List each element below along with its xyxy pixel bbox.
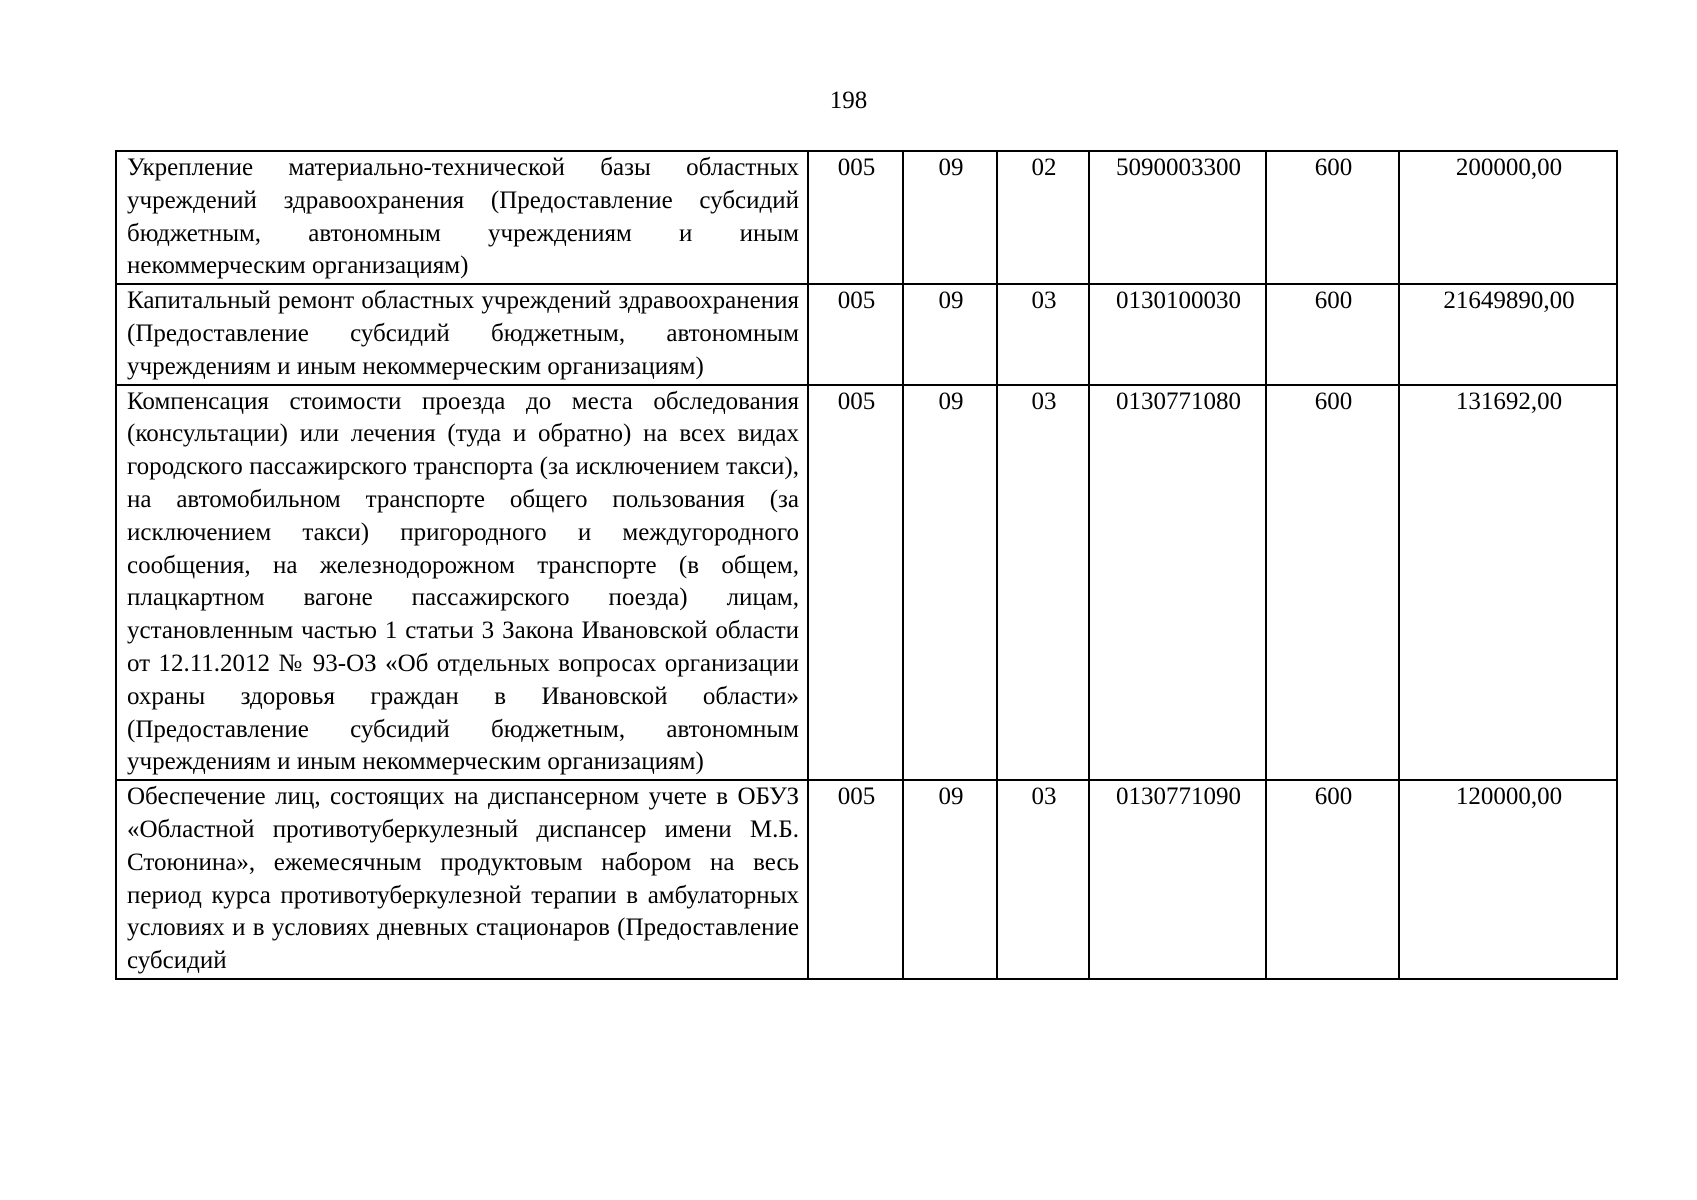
table-row bbox=[116, 780, 1617, 979]
row-description: Укрепление материально-технической базы областных учреждений здравоохранения (Предоставление субсидий бюджетным, автономным учреждениям и иным некоммерческим организациям) bbox=[116, 151, 808, 284]
ministry-code: 005 bbox=[808, 284, 903, 384]
ministry-code: 005 bbox=[808, 780, 903, 979]
section-code: 09 bbox=[903, 151, 997, 284]
row-description: Обеспечение лиц, состоящих на диспансерном учете в ОБУЗ «Областной противотуберкулезный диспансер имени М.Б. Стоюнина», ежемесячным продуктовым набором на весь период курса противотуберкулезной терапии в амбулаторных условиях и в условиях дневных стационаров (Предоставление субсидий bbox=[116, 780, 808, 979]
subsection-code: 03 bbox=[997, 284, 1089, 384]
expense-type-code: 600 bbox=[1266, 780, 1399, 979]
target-article-code: 0130771080 bbox=[1089, 385, 1266, 781]
row-description: Капитальный ремонт областных учреждений здравоохранения (Предоставление субсидий бюджетным, автономным учреждениям и иным некоммерческим организациям) bbox=[116, 284, 808, 384]
amount-value: 200000,00 bbox=[1399, 151, 1617, 284]
section-code: 09 bbox=[903, 385, 997, 781]
expense-type-code: 600 bbox=[1266, 284, 1399, 384]
table-row bbox=[116, 385, 1617, 781]
expense-type-code: 600 bbox=[1266, 385, 1399, 781]
subsection-code: 03 bbox=[997, 385, 1089, 781]
budget-table bbox=[115, 150, 1618, 980]
section-code: 09 bbox=[903, 780, 997, 979]
table-row bbox=[116, 284, 1617, 384]
amount-value: 120000,00 bbox=[1399, 780, 1617, 979]
ministry-code: 005 bbox=[808, 151, 903, 284]
target-article-code: 0130100030 bbox=[1089, 284, 1266, 384]
target-article-code: 5090003300 bbox=[1089, 151, 1266, 284]
amount-value: 131692,00 bbox=[1399, 385, 1617, 781]
row-description: Компенсация стоимости проезда до места обследования (консультации) или лечения (туда и обратно) на всех видах городского пассажирского транспорта (за исключением такси), на автомобильном транспорте общего пользования (за исключением такси) пригородного и междугородного сообщения, на железнодорожном транспорте (в общем, плацкартном вагоне пассажирского поезда) лицам, установленным частью 1 статьи 3 Закона Ивановской области от 12.11.2012 № 93-ОЗ «Об отдельных вопросах организации охраны здоровья граждан в Ивановской области» (Предоставление субсидий бюджетным, автономным учреждениям и иным некоммерческим организациям) bbox=[116, 385, 808, 781]
expense-type-code: 600 bbox=[1266, 151, 1399, 284]
page-number: 198 bbox=[829, 87, 868, 114]
ministry-code: 005 bbox=[808, 385, 903, 781]
target-article-code: 0130771090 bbox=[1089, 780, 1266, 979]
table-row bbox=[116, 151, 1617, 284]
subsection-code: 02 bbox=[997, 151, 1089, 284]
section-code: 09 bbox=[903, 284, 997, 384]
subsection-code: 03 bbox=[997, 780, 1089, 979]
amount-value: 21649890,00 bbox=[1399, 284, 1617, 384]
